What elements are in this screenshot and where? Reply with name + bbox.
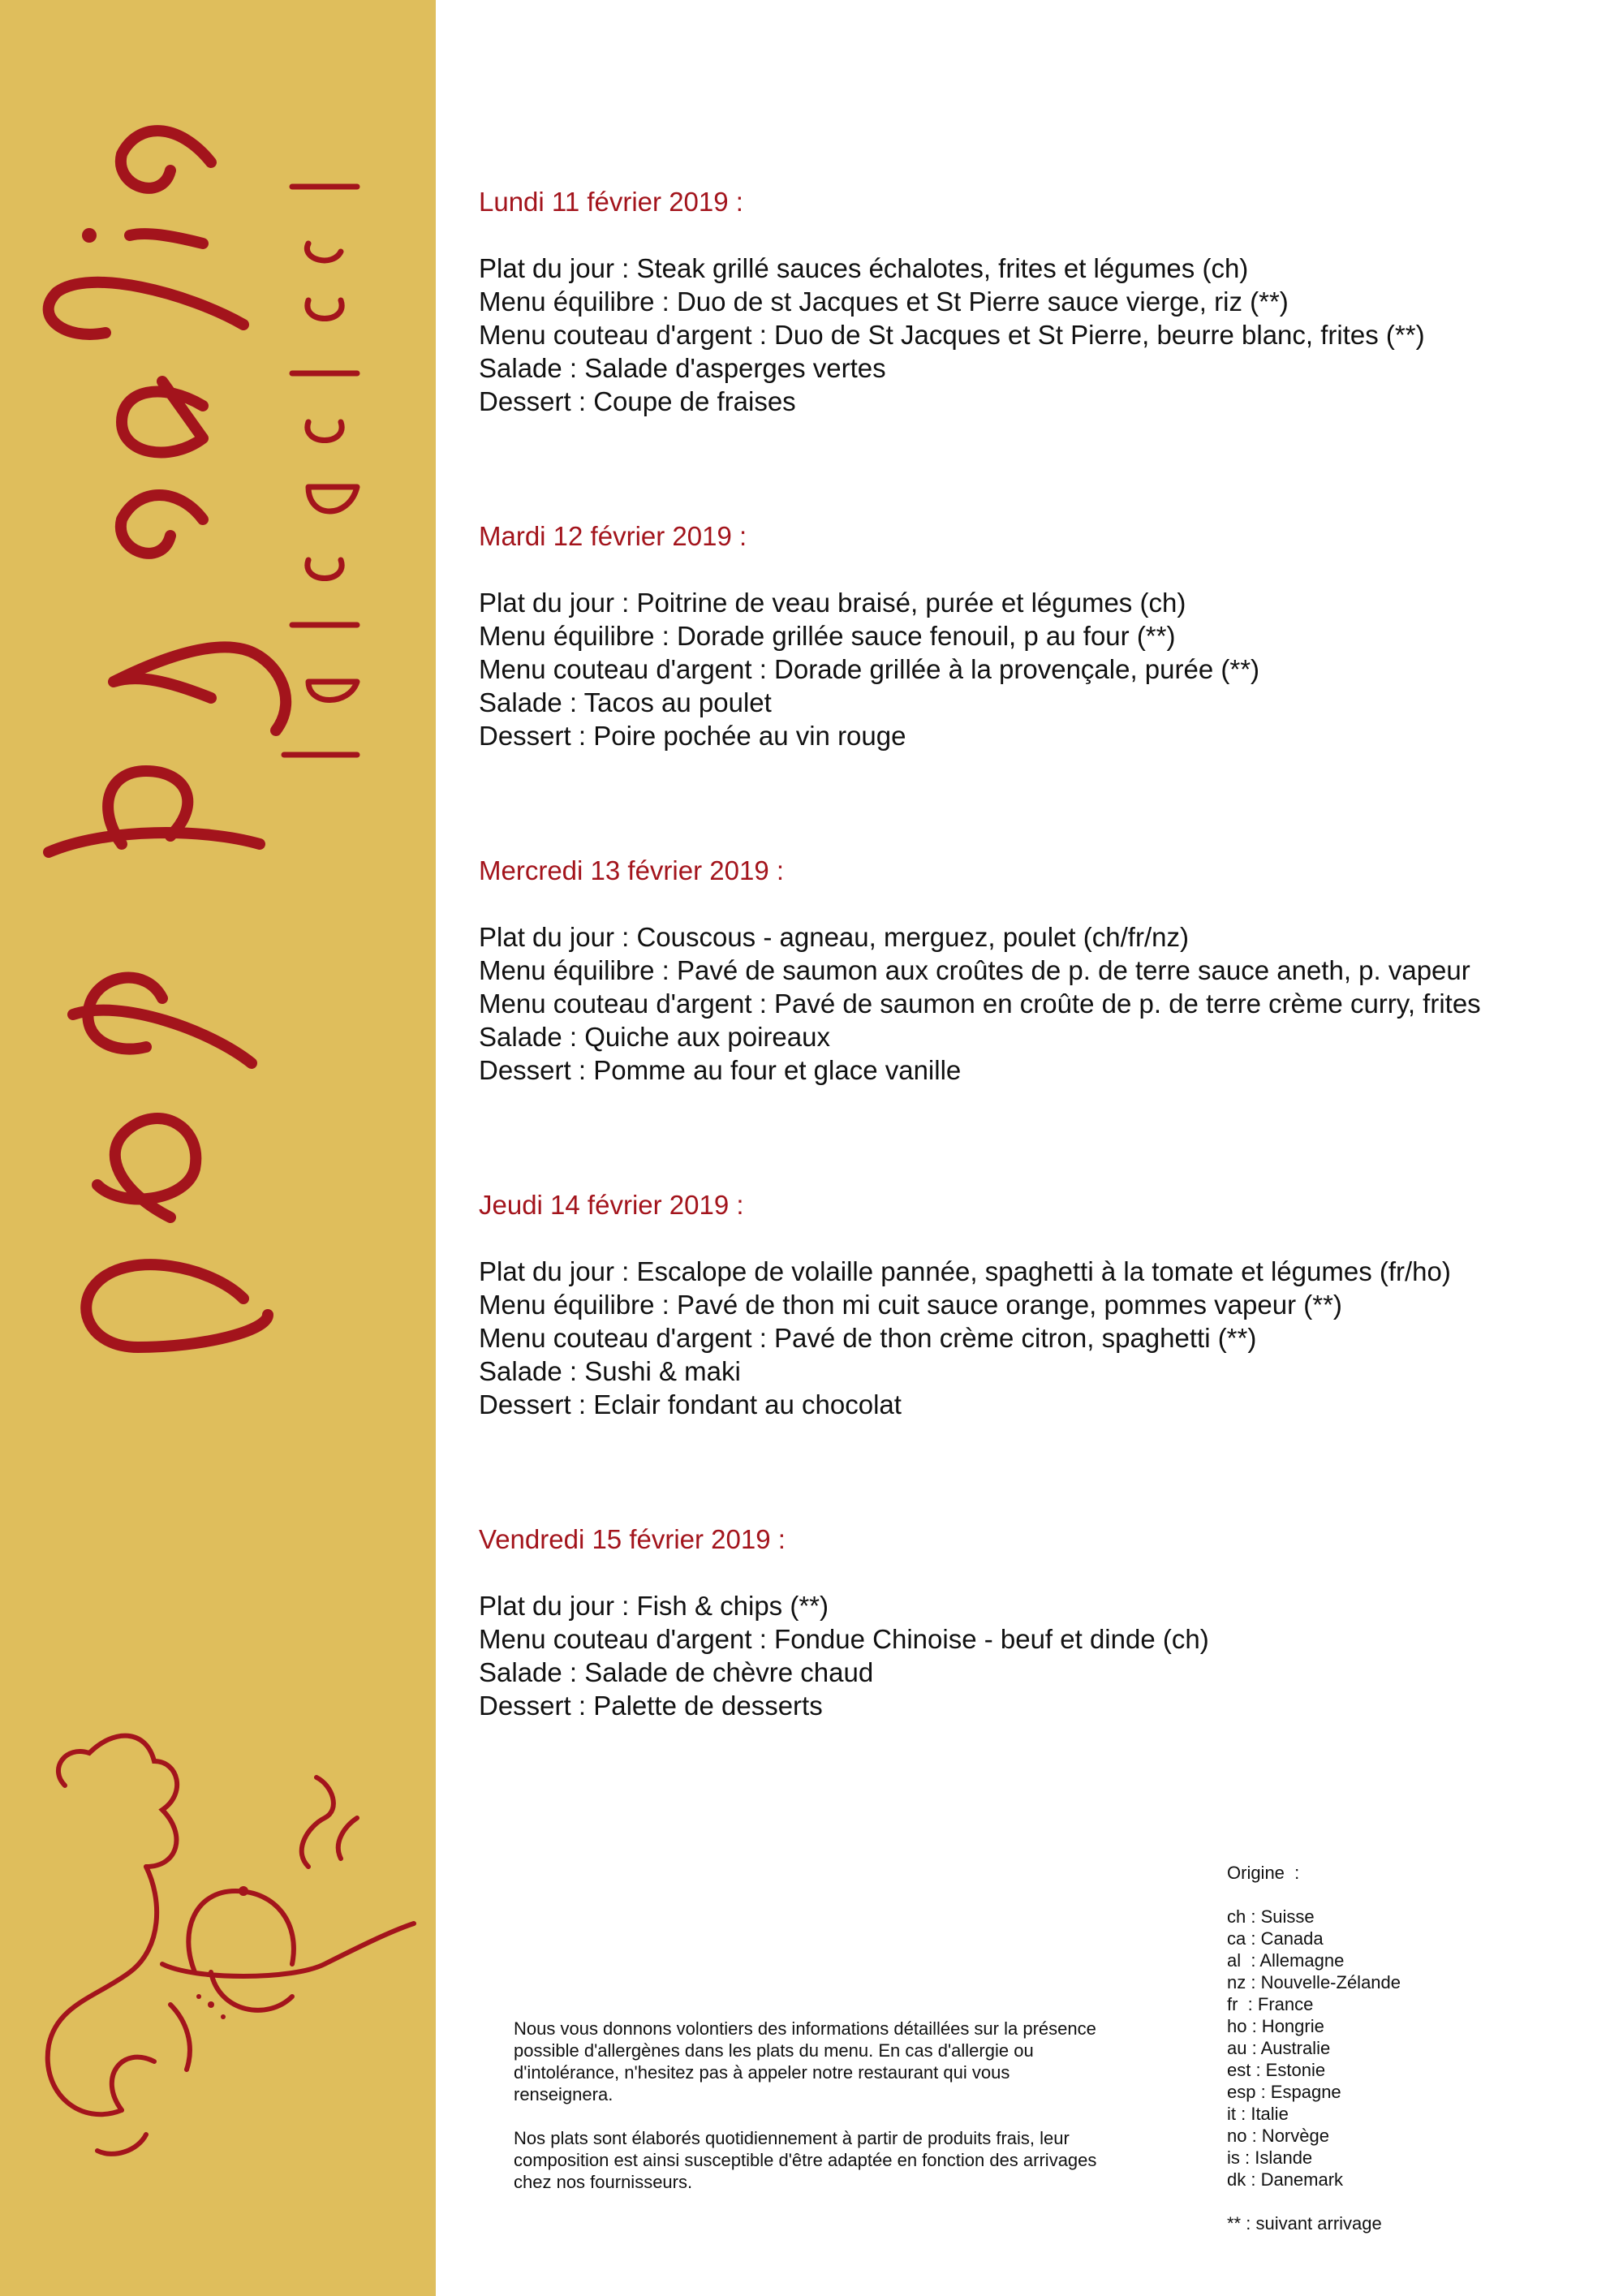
menu-item: Plat du jour : Fish & chips (**) — [479, 1591, 829, 1621]
day-block-wednesday — [479, 854, 1607, 1188]
menu-item: Menu couteau d'argent : Dorade grillée à la provençale, purée (**) — [479, 654, 1260, 684]
menu-item: Menu couteau d'argent : Pavé de thon crème citron, spaghetti (**) — [479, 1323, 1257, 1353]
freshness-paragraph: Nos plats sont élaborés quotidiennement à partir de produits frais, leur composition est ainsi susceptible d'être adaptée en fonction des arrivages chez nos fournisseurs. — [514, 2128, 1097, 2192]
menu-item: Salade : Salade de chèvre chaud — [479, 1657, 874, 1687]
menu-item: Salade : Salade d'asperges vertes — [479, 353, 886, 383]
menu-item: Menu couteau d'argent : Duo de St Jacques et St Pierre, beurre blanc, frites (**) — [479, 320, 1425, 350]
day-block-friday — [479, 1523, 1607, 1857]
weekly-menu — [479, 185, 1607, 1857]
menu-item: Dessert : Eclair fondant au chocolat — [479, 1389, 902, 1419]
allergen-paragraph: Nous vous donnons volontiers des informations détaillées sur la présence possible d'allergènes dans les plats du menu. En cas d'allergie ou d'intolérance, n'hesitez pas à appeler notre restaurant qui vous renseignera. — [514, 2018, 1096, 2104]
day-title: Mardi 12 février 2019 : — [479, 521, 747, 551]
menu-item: Salade : Tacos au poulet — [479, 687, 772, 717]
origin-item: it : Italie — [1227, 2104, 1289, 2124]
menu-item: Salade : Sushi & maki — [479, 1356, 741, 1386]
sidebar — [0, 0, 436, 2296]
menu-item: Menu équilibre : Dorade grillée sauce fenouil, p au four (**) — [479, 621, 1176, 651]
day-title: Mercredi 13 février 2019 : — [479, 855, 785, 885]
origin-footnote: ** : suivant arrivage — [1227, 2213, 1382, 2234]
chef-illustration-icon — [0, 0, 436, 2296]
menu-item: Dessert : Coupe de fraises — [479, 386, 796, 416]
menu-item: Menu couteau d'argent : Fondue Chinoise - beuf et dinde (ch) — [479, 1624, 1209, 1654]
menu-item: Dessert : Pomme au four et glace vanille — [479, 1055, 962, 1085]
origin-legend — [1227, 1862, 1600, 2234]
menu-item: Menu équilibre : Pavé de saumon aux croûtes de p. de terre sauce aneth, p. vapeur — [479, 955, 1470, 985]
origin-title: Origine : — [1227, 1863, 1300, 1883]
origin-item: ch : Suisse — [1227, 1906, 1315, 1927]
menu-item: Dessert : Poire pochée au vin rouge — [479, 721, 906, 751]
menu-item: Menu couteau d'argent : Pavé de saumon en croûte de p. de terre crème curry, frites — [479, 989, 1481, 1019]
day-block-monday — [479, 185, 1607, 519]
menu-item: Plat du jour : Poitrine de veau braisé, purée et légumes (ch) — [479, 588, 1186, 618]
origin-item: ca : Canada — [1227, 1928, 1324, 1949]
menu-item: Menu équilibre : Duo de st Jacques et St Pierre sauce vierge, riz (**) — [479, 286, 1289, 317]
origin-item: is : Islande — [1227, 2147, 1313, 2168]
origin-item: esp : Espagne — [1227, 2082, 1341, 2102]
origin-item: fr : France — [1227, 1994, 1314, 2014]
origin-item: est : Estonie — [1227, 2060, 1326, 2080]
origin-item: no : Norvège — [1227, 2126, 1329, 2146]
origin-item: al : Allemagne — [1227, 1950, 1345, 1971]
menu-item: Plat du jour : Couscous - agneau, merguez, poulet (ch/fr/nz) — [479, 922, 1189, 952]
origin-item: dk : Danemark — [1227, 2169, 1344, 2190]
day-block-thursday — [479, 1188, 1607, 1523]
origin-item: au : Australie — [1227, 2038, 1331, 2058]
day-title: Vendredi 15 février 2019 : — [479, 1524, 786, 1554]
menu-item: Dessert : Palette de desserts — [479, 1691, 823, 1721]
menu-item: Plat du jour : Escalope de volaille pannée, spaghetti à la tomate et légumes (fr/ho) — [479, 1256, 1451, 1286]
origin-item: ho : Hongrie — [1227, 2016, 1324, 2036]
day-title: Lundi 11 février 2019 : — [479, 187, 743, 217]
menu-item: Salade : Quiche aux poireaux — [479, 1022, 830, 1052]
day-title: Jeudi 14 février 2019 : — [479, 1190, 744, 1220]
menu-item: Menu équilibre : Pavé de thon mi cuit sauce orange, pommes vapeur (**) — [479, 1290, 1342, 1320]
menu-item: Plat du jour : Steak grillé sauces échalotes, frites et légumes (ch) — [479, 253, 1249, 283]
day-block-tuesday — [479, 519, 1607, 854]
origin-item: nz : Nouvelle-Zélande — [1227, 1972, 1401, 1992]
allergen-note — [514, 2018, 1106, 2215]
